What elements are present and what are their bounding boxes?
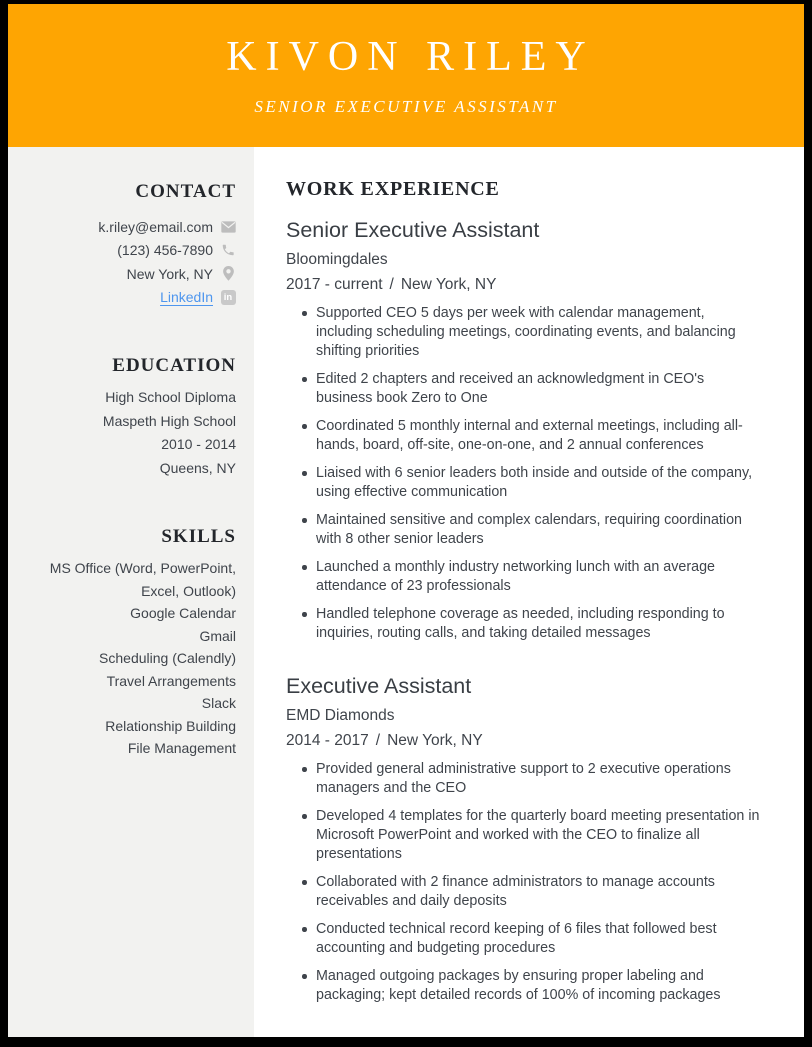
skills-section <box>22 525 236 760</box>
contact-email-text: k.riley@email.com <box>98 218 213 235</box>
content-columns <box>8 147 804 1037</box>
job-title: Executive Assistant <box>286 674 472 698</box>
candidate-job-title: SENIOR EXECUTIVE ASSISTANT <box>254 97 558 116</box>
job-dates-location <box>286 730 764 751</box>
job-location: New York, NY <box>400 276 497 293</box>
job-bullet: Provided general administrative support to 2 executive operations managers and the CEO <box>316 760 764 798</box>
job-bullet-list <box>286 304 764 643</box>
education-details <box>22 386 236 480</box>
envelope-icon <box>220 219 236 235</box>
linkedin-link[interactable]: LinkedIn <box>160 289 213 306</box>
job-bullet-list <box>286 760 764 1005</box>
job-bullet: Liaised with 6 senior leaders both inside and outside of the company, using effective communication <box>316 464 764 502</box>
skills-list <box>22 557 236 760</box>
job-dates-location <box>286 274 764 295</box>
sidebar <box>8 147 254 1037</box>
candidate-name: KIVON RILEY <box>226 34 595 80</box>
contact-list <box>22 215 236 309</box>
job-bullet: Collaborated with 2 finance administrators to manage accounts receivables and daily deposits <box>316 873 764 911</box>
job-company: Bloomingdales <box>286 251 388 268</box>
education-location: Queens, NY <box>159 459 236 476</box>
job-dates: 2017 - current <box>286 276 383 293</box>
contact-phone-row <box>22 239 236 263</box>
contact-heading: CONTACT <box>135 181 236 202</box>
job-company: EMD Diamonds <box>286 707 395 724</box>
education-heading: EDUCATION <box>112 355 236 376</box>
skills-heading: SKILLS <box>161 526 236 547</box>
skill-item: Relationship Building <box>105 717 236 734</box>
job-entry <box>286 672 764 1005</box>
header-band <box>8 4 804 147</box>
job-bullet: Edited 2 chapters and received an acknowledgment in CEO's business book Zero to One <box>316 370 764 408</box>
job-location: New York, NY <box>387 732 483 749</box>
job-bullet: Managed outgoing packages by ensuring proper labeling and packaging; kept detailed records of 100% of incoming packages <box>316 967 764 1005</box>
resume-page <box>8 4 804 1037</box>
linkedin-icon: in <box>220 289 236 305</box>
job-bullet: Coordinated 5 monthly internal and external meetings, including all-hands, board, off-site, one-on-one, and 2 annual conferences <box>316 417 764 455</box>
education-degree: High School Diploma <box>105 389 236 405</box>
skill-item: Slack <box>201 695 236 711</box>
job-bullet: Maintained sensitive and complex calendars, requiring coordination with 8 other senior leaders <box>316 511 764 549</box>
skill-item: Travel Arrangements <box>106 672 236 689</box>
contact-location-row <box>22 262 236 286</box>
education-section <box>22 354 236 480</box>
work-experience-heading: WORK EXPERIENCE <box>286 178 500 200</box>
skill-item: Gmail <box>199 627 236 644</box>
dates-location-separator: / <box>389 276 394 293</box>
contact-phone-text: (123) 456-7890 <box>117 242 213 259</box>
job-bullet: Launched a monthly industry networking lunch with an average attendance of 23 professionals <box>316 558 764 596</box>
skill-item: File Management <box>127 740 236 756</box>
location-pin-icon <box>220 266 236 282</box>
job-entry <box>286 216 764 643</box>
education-school: Maspeth High School <box>102 412 236 429</box>
skill-item: Scheduling (Calendly) <box>99 650 236 666</box>
job-bullet: Handled telephone coverage as needed, including responding to inquiries, routing calls, and taking detailed messages <box>316 605 764 643</box>
job-bullet: Conducted technical record keeping of 6 files that followed best accounting and budgeting procedures <box>316 920 764 958</box>
job-dates: 2014 - 2017 <box>286 732 369 749</box>
phone-icon <box>220 242 236 258</box>
dates-location-separator: / <box>375 732 381 749</box>
job-bullet: Supported CEO 5 days per week with calendar management, including scheduling meetings, coordinating events, and balancing shifting priorities <box>316 304 764 361</box>
job-bullet: Developed 4 templates for the quarterly board meeting presentation in Microsoft PowerPoint and worked with the CEO to finalize all presentations <box>316 807 764 864</box>
skill-item: MS Office (Word, PowerPoint, Excel, Outlook) <box>49 560 236 599</box>
contact-linkedin-row <box>22 286 236 310</box>
contact-location-text: New York, NY <box>126 265 213 282</box>
contact-email-row <box>22 215 236 239</box>
education-dates: 2010 - 2014 <box>161 436 236 452</box>
jobs-container <box>286 216 764 1005</box>
job-title: Senior Executive Assistant <box>286 218 540 242</box>
contact-section <box>22 180 236 309</box>
main-column <box>254 147 804 1037</box>
skill-item: Google Calendar <box>130 605 236 621</box>
